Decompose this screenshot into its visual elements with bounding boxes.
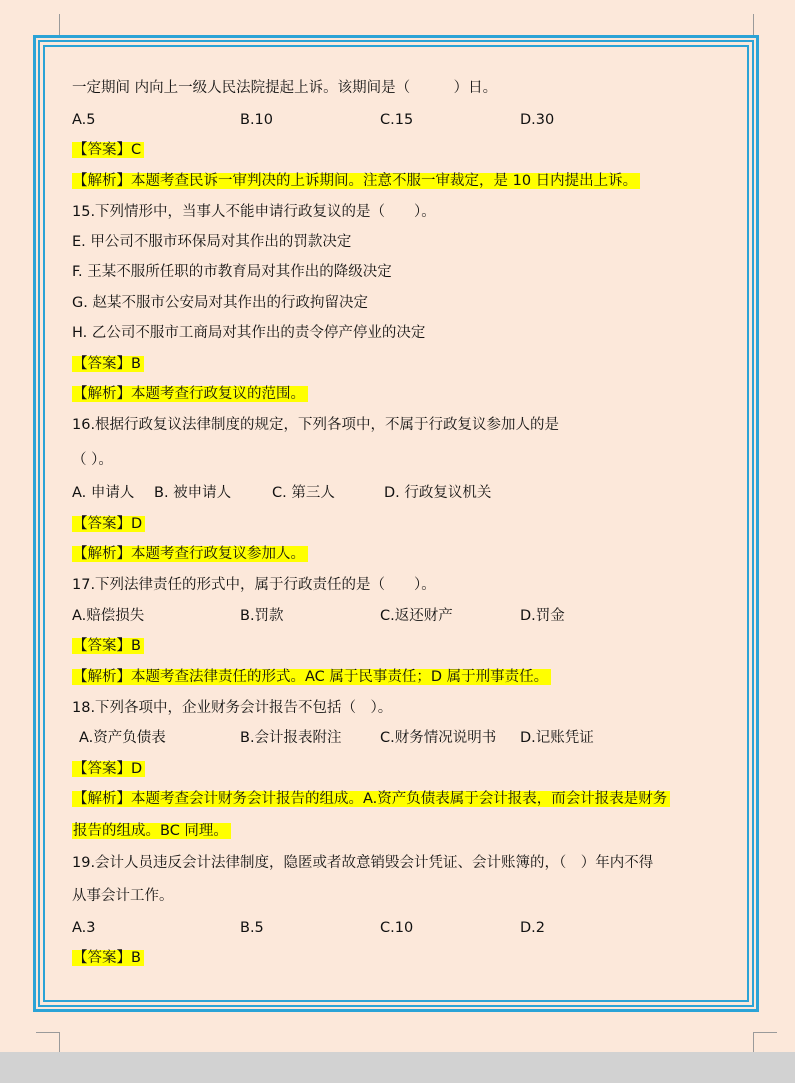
option-a: A.3 bbox=[72, 920, 96, 936]
crop-mark-bottom-left-h bbox=[36, 1032, 60, 1033]
option-a: A. 申请人 bbox=[72, 485, 135, 501]
option-d: D.2 bbox=[520, 920, 545, 936]
analysis-16-text: 【解析】本题考查行政复议参加人。 bbox=[72, 546, 308, 562]
question-17-stem: 17.下列法律责任的形式中，属于行政责任的是（ ）。 bbox=[72, 577, 436, 593]
crop-mark-bottom-left-v bbox=[59, 1032, 60, 1052]
question-16-stem: 16.根据行政复议法律制度的规定，下列各项中，不属于行政复议参加人的是 bbox=[72, 417, 560, 433]
option-c: C.财务情况说明书 bbox=[380, 730, 497, 746]
answer-18 bbox=[72, 759, 145, 779]
option-c: C.15 bbox=[380, 112, 414, 128]
question-15-option-h: H. 乙公司不服市工商局对其作出的责令停产停业的决定 bbox=[72, 325, 426, 341]
option-d: D. 行政复议机关 bbox=[384, 485, 492, 501]
analysis-15 bbox=[72, 384, 308, 404]
answer-19-text: 【答案】B bbox=[72, 950, 144, 966]
option-b: B.5 bbox=[240, 920, 264, 936]
option-a: A.5 bbox=[72, 112, 96, 128]
crop-mark-top-left bbox=[59, 14, 60, 36]
question-18-stem: 18.下列各项中，企业财务会计报告不包括（ ）。 bbox=[72, 700, 393, 716]
option-d: D.记账凭证 bbox=[520, 730, 594, 746]
option-a: A.资产负债表 bbox=[79, 730, 166, 746]
option-b: B. 被申请人 bbox=[154, 485, 232, 501]
question-19-stem-cont: 从事会计工作。 bbox=[72, 888, 174, 904]
answer-15 bbox=[72, 354, 144, 374]
answer-18-text: 【答案】D bbox=[72, 761, 145, 777]
question-15-stem: 15.下列情形中，当事人不能申请行政复议的是（ ）。 bbox=[72, 204, 436, 220]
analysis-18-text: 【解析】本题考查会计财务会计报告的组成。A.资产负债表属于会计报表，而会计报表是财务 bbox=[72, 791, 670, 807]
question-14-tail: 一定期间 内向上一级人民法院提起上诉。该期间是（ ）日。 bbox=[72, 80, 498, 96]
question-15-option-f: F. 王某不服所任职的市教育局对其作出的降级决定 bbox=[72, 264, 392, 280]
analysis-14 bbox=[72, 171, 640, 191]
option-c: C.返还财产 bbox=[380, 608, 453, 624]
analysis-17-text: 【解析】本题考查法律责任的形式。AC 属于民事责任；D 属于刑事责任。 bbox=[72, 669, 551, 685]
crop-mark-top-right bbox=[753, 14, 754, 36]
analysis-18-cont bbox=[72, 821, 231, 841]
analysis-17 bbox=[72, 667, 551, 687]
question-15-option-e: E. 甲公司不服市环保局对其作出的罚款决定 bbox=[72, 234, 352, 250]
option-d: D.30 bbox=[520, 112, 555, 128]
option-c: C.10 bbox=[380, 920, 414, 936]
answer-14 bbox=[72, 140, 144, 160]
analysis-15-text: 【解析】本题考查行政复议的范围。 bbox=[72, 386, 308, 402]
option-b: B.会计报表附注 bbox=[240, 730, 342, 746]
answer-16-text: 【答案】D bbox=[72, 516, 145, 532]
page-bottom-gap bbox=[0, 1052, 795, 1083]
analysis-14-text: 【解析】本题考查民诉一审判决的上诉期间。注意不服一审裁定，是 10 日内提出上诉。 bbox=[72, 173, 640, 189]
answer-14-text: 【答案】C bbox=[72, 142, 144, 158]
crop-mark-bottom-right-v bbox=[753, 1032, 754, 1052]
analysis-16 bbox=[72, 544, 308, 564]
option-c: C. 第三人 bbox=[272, 485, 335, 501]
question-16-stem-cont: （ ）。 bbox=[72, 452, 113, 468]
question-19-stem: 19.会计人员违反会计法律制度，隐匿或者故意销毁会计凭证、会计账簿的，（ ）年内不得 bbox=[72, 855, 654, 871]
option-d: D.罚金 bbox=[520, 608, 565, 624]
question-15-option-g: G. 赵某不服市公安局对其作出的行政拘留决定 bbox=[72, 295, 368, 311]
option-a: A.赔偿损失 bbox=[72, 608, 145, 624]
answer-15-text: 【答案】B bbox=[72, 356, 144, 372]
answer-19 bbox=[72, 948, 144, 968]
analysis-18-cont-text: 报告的组成。BC 同理。 bbox=[72, 823, 231, 839]
crop-mark-bottom-right-h bbox=[753, 1032, 777, 1033]
option-b: B.10 bbox=[240, 112, 274, 128]
answer-17 bbox=[72, 636, 144, 656]
answer-16 bbox=[72, 514, 145, 534]
answer-17-text: 【答案】B bbox=[72, 638, 144, 654]
analysis-18 bbox=[72, 789, 670, 809]
option-b: B.罚款 bbox=[240, 608, 284, 624]
